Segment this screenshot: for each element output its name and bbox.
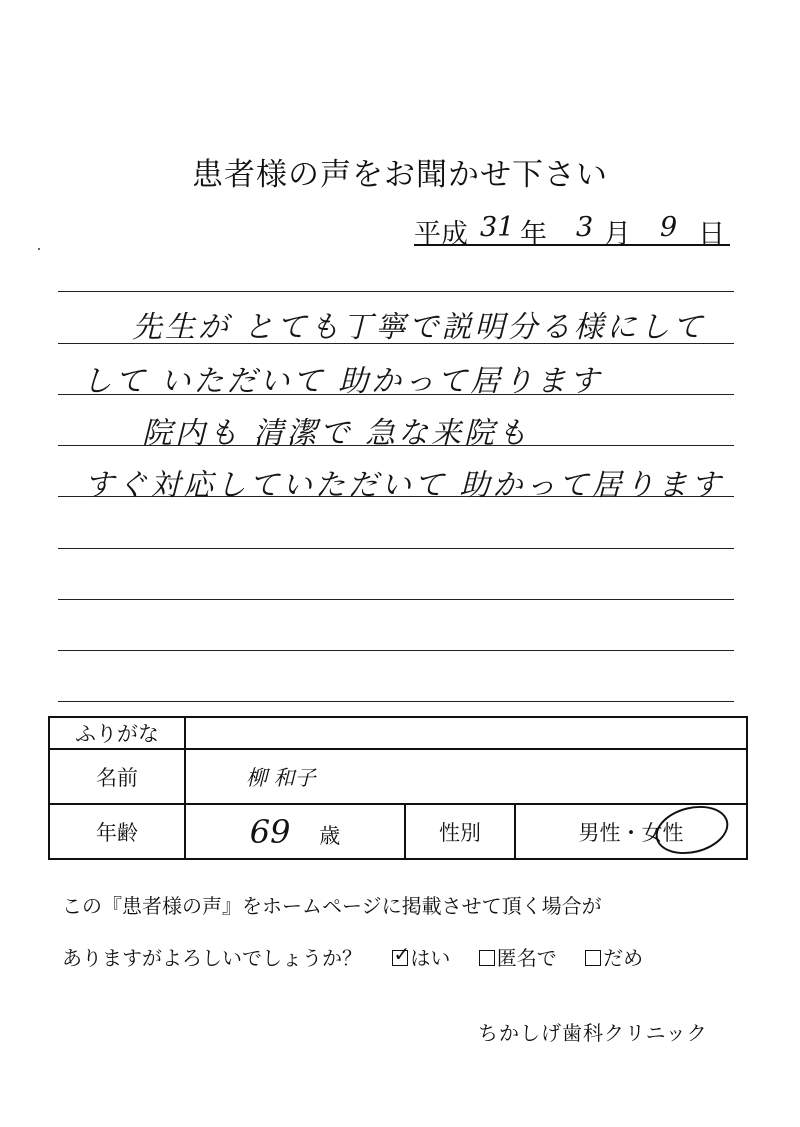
consent-option-yes[interactable]	[392, 946, 456, 970]
gender-separator: ・	[620, 820, 642, 845]
consent-option-yes-label: はい	[410, 946, 451, 970]
furigana-label: ふりがな	[49, 717, 185, 749]
checkbox-icon[interactable]	[479, 950, 495, 966]
page-title: 患者様の声をお聞かせ下さい	[192, 156, 608, 193]
consent-option-anonymous[interactable]	[479, 946, 563, 970]
ruled-line	[58, 291, 734, 292]
stray-mark	[38, 248, 40, 250]
gender-female-option[interactable]: 女性	[641, 820, 684, 845]
checkbox-checked-icon[interactable]	[392, 950, 408, 966]
gender-label: 性別	[405, 804, 515, 859]
ruled-line	[58, 701, 734, 702]
comment-line-3: 院内も 清潔で 急な来院も	[142, 416, 531, 451]
patient-info-table	[48, 716, 748, 860]
ruled-line	[58, 650, 734, 651]
consent-option-no-label: だめ	[603, 946, 644, 970]
age-label: 年齢	[49, 804, 185, 859]
date-year: 31	[480, 212, 515, 243]
ruled-line	[58, 548, 734, 549]
consent-option-anonymous-label: 匿名で	[496, 946, 557, 970]
age-value: 69	[249, 812, 291, 851]
age-unit: 歳	[319, 823, 341, 848]
date-day-unit: 日	[698, 219, 725, 250]
gender-male-option[interactable]: 男性	[578, 820, 621, 845]
consent-question-line-1: この『患者様の声』をホームページに掲載させて頂く場合が	[62, 894, 602, 918]
gender-field[interactable]	[515, 804, 747, 859]
date-month-unit: 月	[604, 219, 631, 250]
ruled-line	[58, 599, 734, 600]
date-field	[414, 206, 730, 250]
consent-question-line-2: ありますがよろしいでしょうか？	[62, 946, 362, 970]
selection-circle	[650, 798, 733, 861]
consent-option-no[interactable]	[585, 946, 643, 970]
comment-line-1: 先生が とても丁寧で説明分る様にして	[132, 310, 706, 345]
name-field[interactable]: 柳 和子	[185, 749, 747, 804]
comment-line-4: すぐ対応していただいて 助かって居ります	[84, 468, 724, 503]
gender-options	[579, 817, 684, 847]
date-era: 平成	[414, 219, 468, 250]
date-year-unit: 年	[520, 219, 547, 250]
clinic-name: ちかしげ歯科クリニック	[478, 1021, 708, 1045]
furigana-field[interactable]	[185, 717, 747, 749]
age-field[interactable]	[185, 804, 405, 859]
checkbox-icon[interactable]	[585, 950, 601, 966]
name-label: 名前	[49, 749, 185, 804]
comment-line-2: して いただいて 助かって居ります	[82, 364, 603, 399]
date-month: 3	[576, 212, 594, 243]
date-day: 9	[660, 212, 678, 243]
consent-question-row	[62, 942, 643, 971]
